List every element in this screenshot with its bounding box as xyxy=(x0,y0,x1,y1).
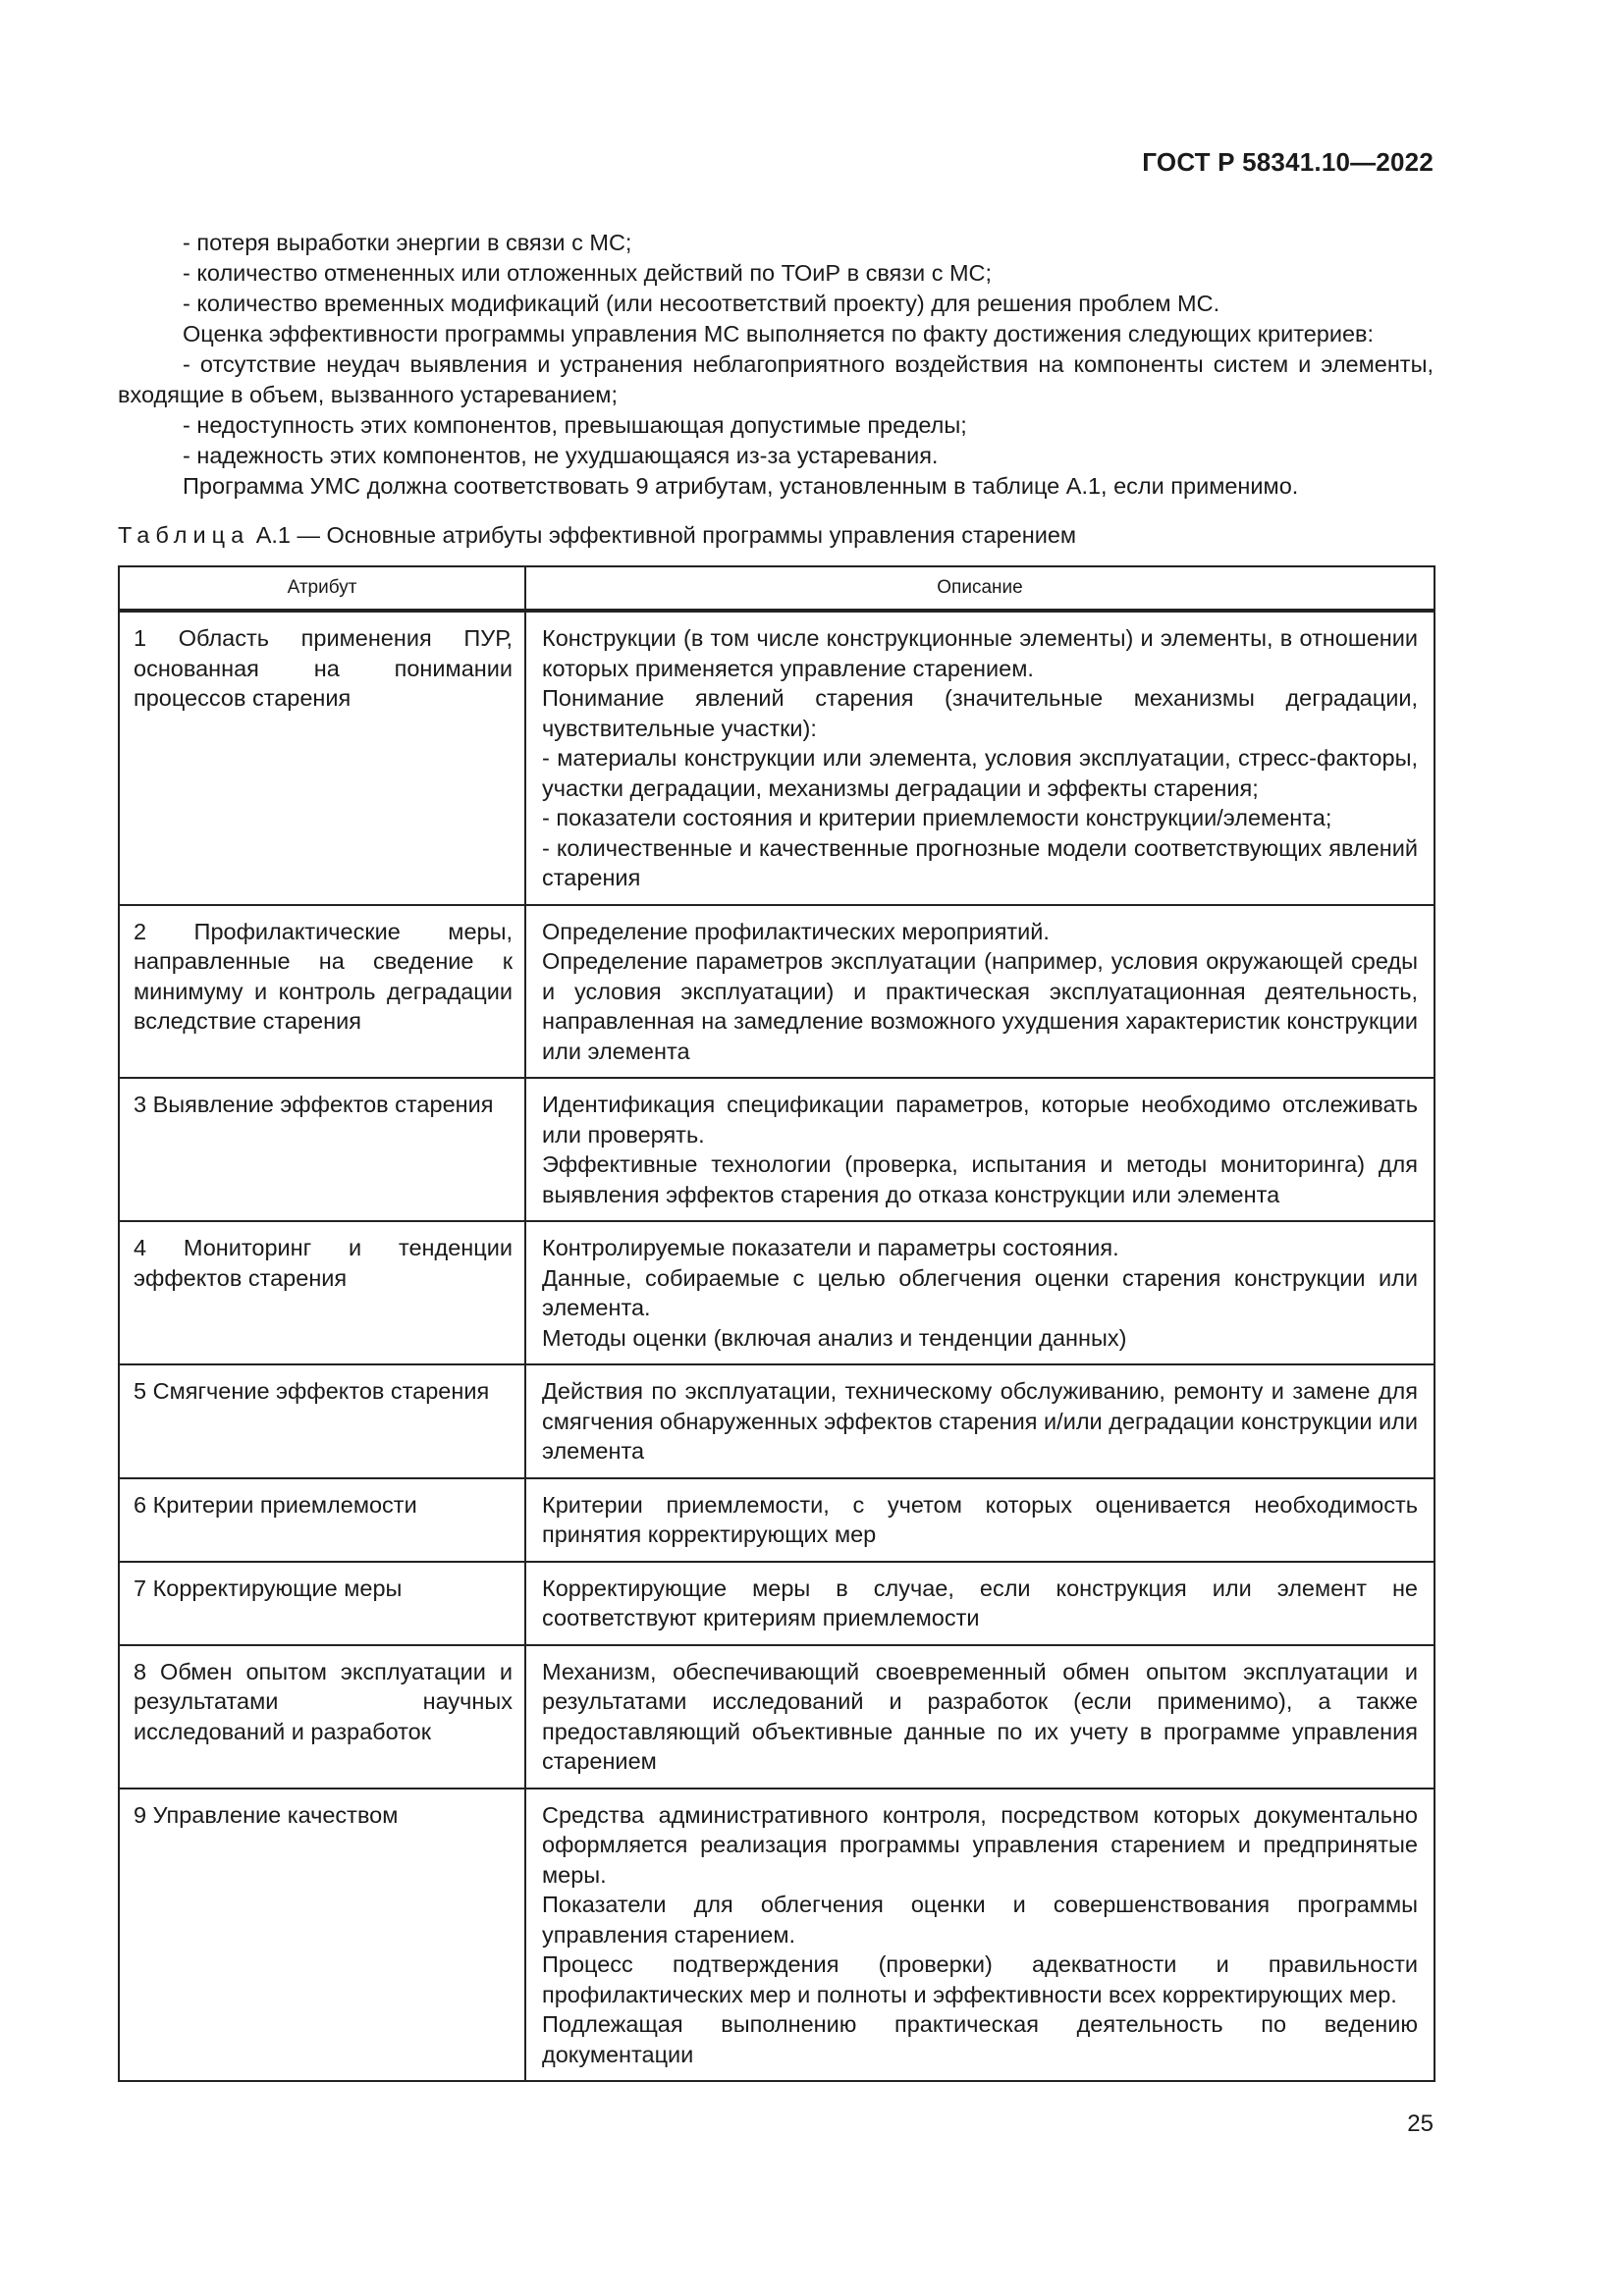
description-cell xyxy=(525,1562,1435,1645)
attribute-cell: 5 Смягчение эффектов старения xyxy=(119,1364,525,1478)
description-line: Действия по эксплуатации, техническому обслуживанию, ремонту и замене для смягчения обнаруженных эффектов старения и/или деградации конструкции или элемента xyxy=(542,1378,1418,1464)
paragraph: Оценка эффективности программы управления МС выполняется по факту достижения следующих критериев: xyxy=(183,321,1375,347)
description-line: Определение профилактических мероприятий. xyxy=(542,918,1050,944)
description-cell xyxy=(525,1364,1435,1478)
description-cell xyxy=(525,1221,1435,1364)
attribute-cell: 3 Выявление эффектов старения xyxy=(119,1078,525,1221)
paragraph: - отсутствие неудач выявления и устранения неблагоприятного воздействия на компоненты систем и элементы, входящие в объем, вызванного устареванием; xyxy=(118,351,1434,407)
document-code: ГОСТ Р 58341.10—2022 xyxy=(1142,147,1434,177)
description-line: - количественные и качественные прогнозные модели соответствующих явлений старения xyxy=(542,834,1418,890)
description-cell xyxy=(525,611,1435,905)
paragraph: - надежность этих компонентов, не ухудшающаяся из-за устаревания. xyxy=(183,443,939,468)
paragraph: - количество отмененных или отложенных действий по ТОиР в связи с МС; xyxy=(183,260,993,286)
attributes-table xyxy=(118,565,1435,2082)
description-cell xyxy=(525,1078,1435,1221)
table-row xyxy=(119,1364,1435,1478)
table-caption xyxy=(118,520,1434,551)
table-caption-title: А.1 — Основные атрибуты эффективной программы управления старением xyxy=(255,522,1077,548)
description-line: Корректирующие меры в случае, если конструкция или элемент не соответствуют критериям приемлемости xyxy=(542,1575,1418,1630)
paragraph: - недоступность этих компонентов, превышающая допустимые пределы; xyxy=(183,412,967,438)
table-caption-label: Таблица xyxy=(118,522,250,548)
attribute-cell: 1 Область применения ПУР, основанная на понимании процессов старения xyxy=(119,611,525,905)
table-row xyxy=(119,1789,1435,2082)
description-line: - показатели состояния и критерии приемлемости конструкции/элемента; xyxy=(542,805,1332,830)
table-row xyxy=(119,1478,1435,1562)
table-header-row xyxy=(119,566,1435,611)
column-header-description: Описание xyxy=(525,566,1435,611)
description-line: Идентификация спецификации параметров, которые необходимо отслеживать или проверять. xyxy=(542,1092,1418,1148)
paragraph: - потеря выработки энергии в связи с МС; xyxy=(183,230,632,255)
attribute-cell: 4 Мониторинг и тенденции эффектов старения xyxy=(119,1221,525,1364)
description-line: Показатели для облегчения оценки и совершенствования программы управления старением. xyxy=(542,1892,1418,1948)
description-line: Контролируемые показатели и параметры состояния. xyxy=(542,1235,1119,1260)
column-header-attribute: Атрибут xyxy=(119,566,525,611)
description-line: Эффективные технологии (проверка, испытания и методы мониторинга) для выявления эффектов старения до отказа конструкции или элемента xyxy=(542,1151,1418,1207)
description-line: Процесс подтверждения (проверки) адекватности и правильности профилактических мер и полноты и эффективности всех корректирующих мер. xyxy=(542,1951,1418,2007)
description-cell xyxy=(525,905,1435,1079)
table-row xyxy=(119,611,1435,905)
description-line: Методы оценки (включая анализ и тенденции данных) xyxy=(542,1324,1127,1351)
table-row xyxy=(119,1645,1435,1789)
description-cell xyxy=(525,1478,1435,1562)
page-number: 25 xyxy=(1407,2110,1434,2137)
description-line: Средства административного контроля, посредством которых документально оформляется реализация программы управления старением и предпринятые меры. xyxy=(542,1801,1418,1888)
description-line: Подлежащая выполнению практическая деятельность по ведению документации xyxy=(542,2011,1418,2067)
table-row xyxy=(119,1221,1435,1364)
description-line: Механизм, обеспечивающий своевременный обмен опытом эксплуатации и результатами исследований и разработок (если применимо), а также предоставляющий объективные данные по их учету в программе управления старением xyxy=(542,1658,1418,1774)
description-line: - материалы конструкции или элемента, условия эксплуатации, стресс-факторы, участки деградации, механизмы деградации и эффекты старения; xyxy=(542,745,1418,801)
description-line: Конструкции (в том числе конструкционные элементы) и элементы, в отношении которых применяется управление старением. xyxy=(542,625,1418,681)
table-body xyxy=(119,611,1435,2081)
description-line: Определение параметров эксплуатации (например, условия окружающей среды и условия эксплуатации) и практическая эксплуатационная деятельность, направленная на замедление возможного ухудшения характеристик конструкции или элемента xyxy=(542,948,1418,1064)
table-row xyxy=(119,1562,1435,1645)
attribute-cell: 9 Управление качеством xyxy=(119,1789,525,2082)
description-line: Данные, собираемые с целью облегчения оценки старения конструкции или элемента. xyxy=(542,1264,1418,1320)
description-line: Критерии приемлемости, с учетом которых оценивается необходимость принятия корректирующих мер xyxy=(542,1491,1418,1547)
description-cell xyxy=(525,1645,1435,1789)
description-cell xyxy=(525,1789,1435,2082)
attribute-cell: 7 Корректирующие меры xyxy=(119,1562,525,1645)
table-row xyxy=(119,905,1435,1079)
table-row xyxy=(119,1078,1435,1221)
attribute-cell: 6 Критерии приемлемости xyxy=(119,1478,525,1562)
description-line: Понимание явлений старения (значительные механизмы деградации, чувствительные участки): xyxy=(542,685,1418,741)
paragraph: - количество временных модификаций (или несоответствий проекту) для решения проблем МС. xyxy=(183,291,1220,316)
attribute-cell: 8 Обмен опытом эксплуатации и результатами научных исследований и разработок xyxy=(119,1645,525,1789)
paragraph: Программа УМС должна соответствовать 9 атрибутам, установленным в таблице А.1, если применимо. xyxy=(183,473,1299,499)
body-text xyxy=(118,228,1434,502)
attribute-cell: 2 Профилактические меры, направленные на сведение к минимуму и контроль деградации вследствие старения xyxy=(119,905,525,1079)
